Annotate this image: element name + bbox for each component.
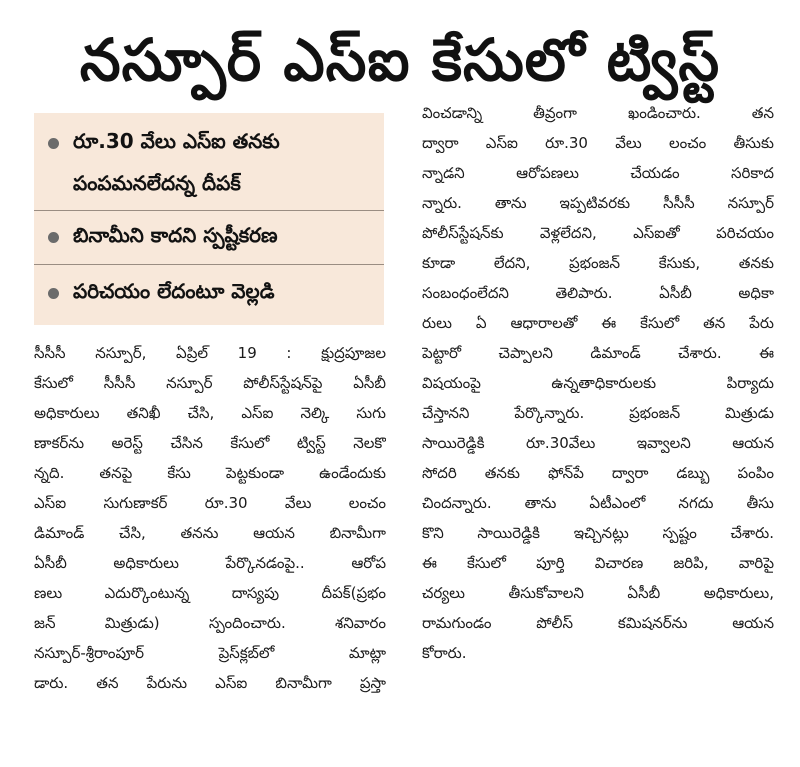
highlight-item-3 [34,273,384,313]
text-line: వించడాన్ని తీవ్రంగా ఖండించారు. తన [422,104,774,122]
text-line: న్నారు. తాను ఇప్పటివరకు సీసీసీ నస్పూర్ [422,194,774,212]
text-line: పెట్టారో చెప్పాలని డిమాండ్ చేశారు. ఈ [422,344,774,362]
text-line: రామగుండం పోలీస్ కమిషనర్‌ను ఆయన [422,614,774,632]
highlight-item-2 [34,217,384,257]
text-line: ద్వారా ఎస్ఐ రూ.30 వేలు లంచం తీసుకు [422,134,774,152]
text-line: సీసీసీ నస్పూర్, ఏప్రిల్ 19 : క్షుద్రపూజల [34,344,386,362]
highlight-text: బినామీని కాదని స్పష్టీకరణ [73,222,278,247]
text-line: సోదరి తనకు ఫోన్‌పే ద్వారా డబ్బు పంపిం [422,464,774,482]
text-line: జన్ మిత్రుడు) స్పందించారు. శనివారం [34,614,386,632]
text-line: చర్యలు తీసుకోవాలని ఏసీబీ అధికారులు, [422,584,774,602]
text-line: డిమాండ్ చేసి, తనను ఆయన బినామీగా [34,524,386,542]
text-line: కోరారు. [422,644,467,662]
text-line: చిందన్నారు. తాను ఏటీఎంలో నగదు తీసు [422,494,774,512]
text-line: కూడా లేదని, ప్రభంజన్ కేసుకు, తనకు [422,254,774,272]
headline: నస్పూర్ ఎస్ఐ కేసులో ట్విస్ట్ [79,26,721,94]
bullet-icon [48,232,59,243]
highlights-box [34,113,384,325]
text-line: కొని సాయిరెడ్డికి ఇచ్చినట్లు స్పష్టం చేశారు. [422,524,774,542]
text-line: ఈ కేసులో పూర్తి విచారణ జరిపి, వారిపై [422,554,774,572]
text-line: న్నది. తనపై కేసు పెట్టకుండా ఉండేందుకు [34,464,386,482]
text-line: రులు ఏ ఆధారాలతో ఈ కేసులో తన పేరు [422,314,774,332]
highlight-text: పరిచయం లేదంటూ వెల్లడి [73,278,275,303]
text-line: సాయిరెడ్డికి రూ.30వేలు ఇవ్వాలని ఆయన [422,434,774,452]
text-line: డారు. తన పేరును ఎస్ఐ బినామీగా ప్రస్తా [34,674,386,692]
text-line: ణలు ఎదుర్కొంటున్న దాస్యపు దీపక్(ప్రభం [34,584,386,602]
bullet-icon [48,288,59,299]
text-line: నస్పూర్-శ్రీరాంపూర్ ప్రెస్‌క్లబ్‌లో మాట్లా [34,644,386,662]
text-line: చేస్తానని పేర్కొన్నారు. ప్రభంజన్ మిత్రుడు [422,404,774,422]
highlight-text: రూ.30 వేలు ఎస్ఐ తనకు [73,128,280,153]
bullet-icon [48,138,59,149]
divider [34,210,384,211]
divider [34,264,384,265]
text-line: పోలీస్‌స్టేషన్‌కు వెళ్లలేదని, ఎస్ఐతో పరిచయం [422,224,774,242]
text-line: సంబంధంలేదని తెలిపారు. ఏసీబీ అధికా [422,284,774,302]
text-line: అధికారులు తనిఖీ చేసి, ఎస్ఐ నెల్కి సుగు [34,404,386,422]
text-line: కేసులో సీసీసీ నస్పూర్ పోలీస్‌స్టేషన్‌పై ఏసీబీ [34,374,386,392]
text-line: ణాకర్‌ను అరెస్ట్ చేసిన కేసులో ట్విస్ట్ నెలకొ [34,434,386,452]
article-column-left [34,338,386,698]
text-line: న్నాడని ఆరోపణలు చేయడం సరికాద [422,164,774,182]
highlight-item-1 [34,123,384,163]
text-line: ఎస్ఐ సుగుణాకర్ రూ.30 వేలు లంచం [34,494,386,512]
text-line: విషయంపై ఉన్నతాధికారులకు పిర్యాదు [422,374,774,392]
article-column-right [422,98,774,668]
text-line: ఏసీబీ అధికారులు పేర్కొనడంపై.. ఆరోప [34,554,386,572]
highlight-text: పంపమనలేదన్న దీపక్ [73,170,241,195]
highlight-item-1-continued [34,165,384,205]
